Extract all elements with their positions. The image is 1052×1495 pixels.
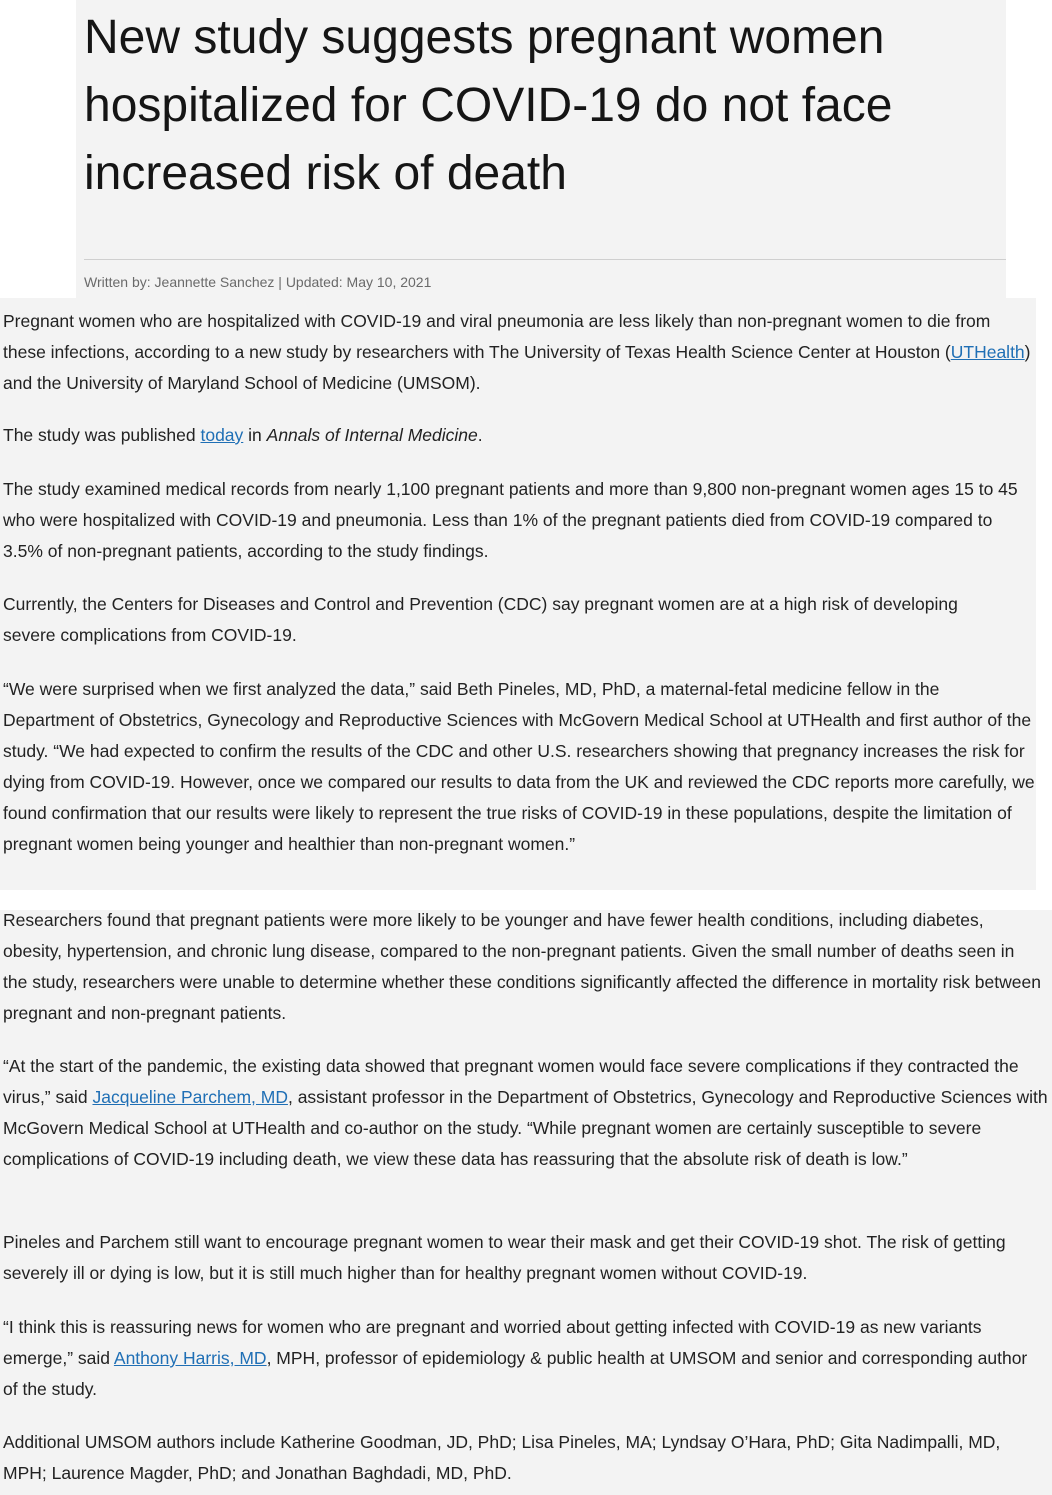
paragraph-study-details: The study examined medical records from nearly 1,100 pregnant patients and more than 9,800 non-pregnant women ages 15 to 45 who were hospitalized with COVID-19 and pneumonia. Less than 1% of the pregnant patients died from COVID-19 compared to 3.5% of non-pregnant patients, according to the study findings.	[3, 479, 1018, 561]
article-body-section-1	[0, 298, 1036, 890]
paragraph-pineles-quote: “We were surprised when we first analyzed the data,” said Beth Pineles, MD, PhD, a maternal-fetal medicine fellow in the Department of Obstetrics, Gynecology and Reproductive Sciences with McGovern Medical School at UTHealth and first author of the study. “We had expected to confirm the results of the CDC and other U.S. researchers showing that pregnancy increases the risk for dying from COVID-19. However, once we compared our results to data from the UK and reviewed the CDC reports more carefully, we found confirmation that our results were likely to represent the true risks of COVID-19 in these populations, despite the limitation of pregnant women being younger and healthier than non-pregnant women.”	[3, 679, 1035, 854]
paragraph-text: , MPH, professor of epidemiology & public health at UMSOM and senior and corresponding author of the study.	[3, 1348, 1028, 1399]
paragraph-cdc-guidance: Currently, the Centers for Diseases and Control and Prevention (CDC) say pregnant women are at a high risk of developing severe complications from COVID-19.	[3, 594, 958, 645]
paragraph-text: Pregnant women who are hospitalized with COVID-19 and viral pneumonia are less likely than non-pregnant women to die from these infections, according to a new study by researchers with The University of Texas Health Science Center at Houston (	[3, 311, 991, 362]
article-title: New study suggests pregnant women hospitalized for COVID-19 do not face increased risk of death	[84, 11, 893, 200]
header-divider	[84, 259, 1006, 260]
paragraph-recommendations: Pineles and Parchem still want to encourage pregnant women to wear their mask and get their COVID-19 shot. The risk of getting severely ill or dying is low, but it is still much higher than for healthy pregnant women without COVID-19.	[3, 1232, 1006, 1283]
paragraph-harris-quote	[3, 1312, 1043, 1405]
paragraph-text: The study was published	[3, 425, 201, 445]
journal-name: Annals of Internal Medicine	[266, 425, 478, 445]
paragraph-text: in	[243, 425, 267, 445]
jacqueline-parchem-link[interactable]: Jacqueline Parchem, MD	[92, 1087, 288, 1107]
paragraph-publication	[3, 420, 1033, 451]
uthealth-link[interactable]: UTHealth	[950, 342, 1025, 362]
article-byline: Written by: Jeannette Sanchez | Updated: May 10, 2021	[84, 274, 432, 290]
paragraph-text: “I think this is reassuring news for women who are pregnant and worried about getting infected with COVID-19 as new variants emerge,” said	[3, 1317, 982, 1368]
paragraph-additional-authors: Additional UMSOM authors include Katherine Goodman, JD, PhD; Lisa Pineles, MA; Lyndsay O’Hara, PhD; Gita Nadimpalli, MD, MPH; Laurence Magder, PhD; and Jonathan Baghdadi, MD, PhD.	[3, 1432, 1001, 1483]
paragraph-text: ) and the University of Maryland School of Medicine (UMSOM).	[3, 342, 1031, 393]
paragraph-text: , assistant professor in the Department of Obstetrics, Gynecology and Reproductive Sciences with McGovern Medical School at UTHealth and co-author on the study. “While pregnant women are certainly susceptible to severe complications of COVID-19 including death, we view these data has reassuring that the absolute risk of death is low.”	[3, 1087, 1048, 1169]
paragraph-parchem-quote	[3, 1051, 1049, 1175]
paragraph-text: “At the start of the pandemic, the existing data showed that pregnant women would face severe complications if they contracted the virus,” said	[3, 1056, 1019, 1107]
anthony-harris-link[interactable]: Anthony Harris, MD	[113, 1348, 267, 1368]
paragraph-text: .	[477, 425, 483, 445]
article-body-section-2	[0, 910, 1052, 1495]
paragraph-findings: Researchers found that pregnant patients were more likely to be younger and have fewer health conditions, including diabetes, obesity, hypertension, and chronic lung disease, compared to the non-pregnant patients. Given the small number of deaths seen in the study, researchers were unable to determine whether these conditions significantly affected the difference in mortality risk between pregnant and non-pregnant patients.	[3, 910, 1041, 1023]
today-link[interactable]: today	[200, 425, 244, 445]
article-header	[76, 0, 1006, 298]
paragraph-intro	[3, 306, 1033, 399]
